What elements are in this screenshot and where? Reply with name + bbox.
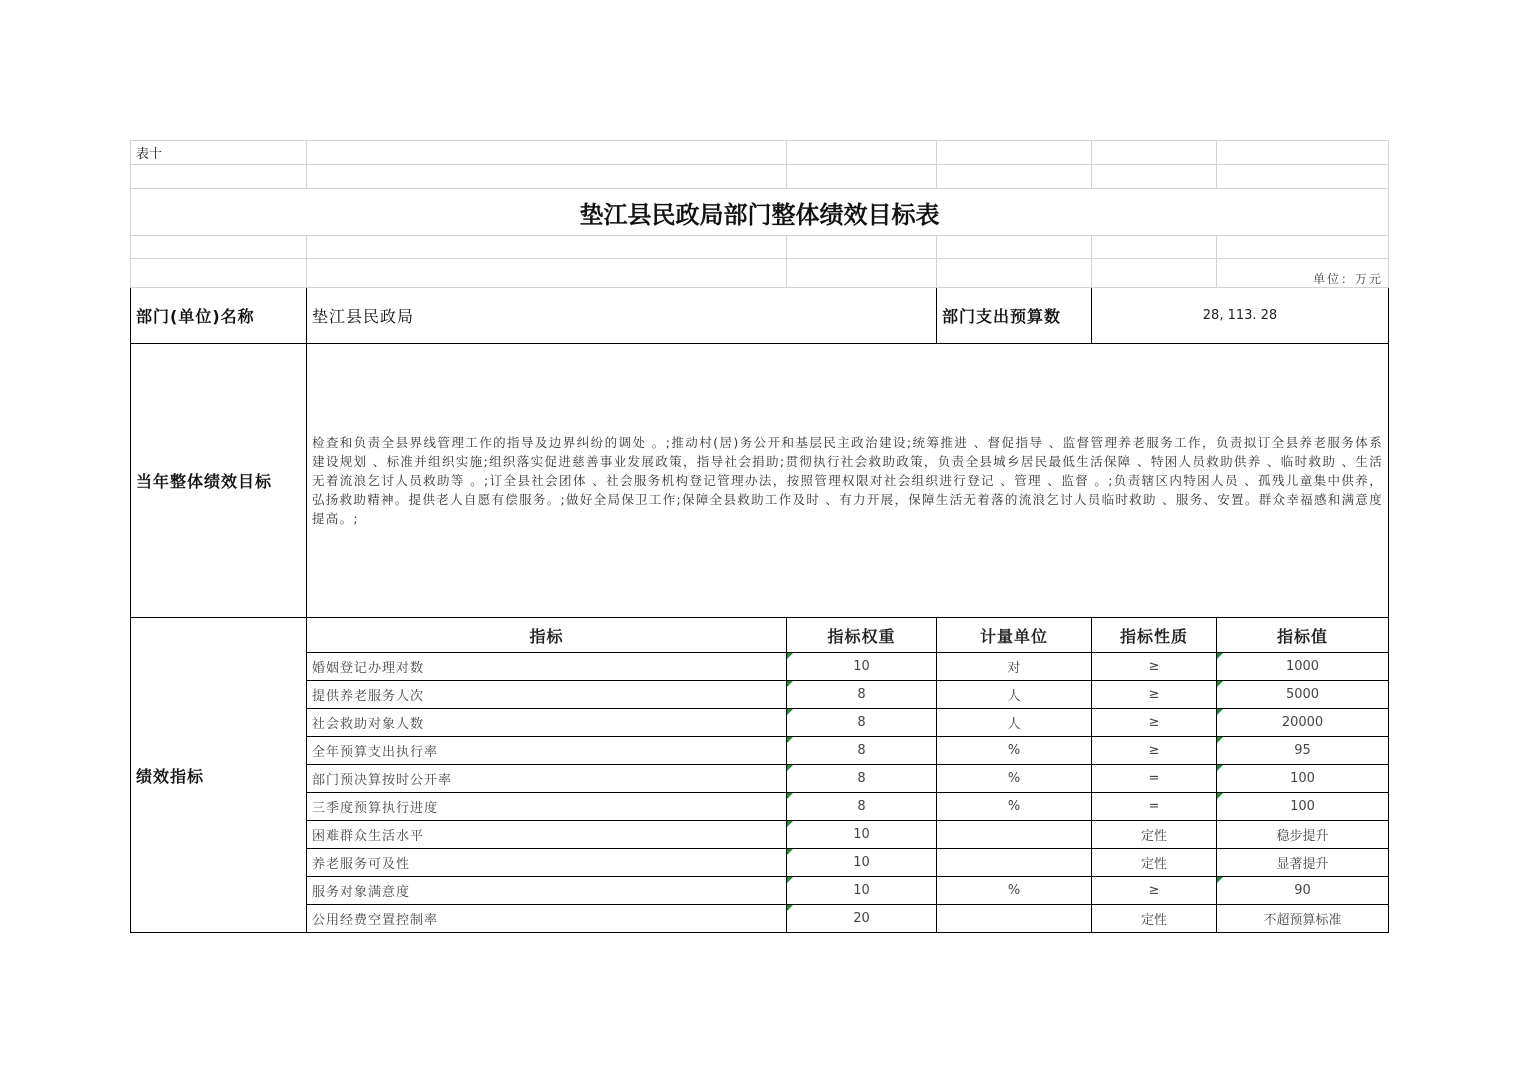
- indicator-name: 部门预决算按时公开率: [307, 765, 787, 793]
- indicator-unit: 人: [937, 709, 1092, 737]
- goal-label: 当年整体绩效目标: [131, 344, 307, 618]
- indicator-unit: %: [937, 737, 1092, 765]
- indicator-value: 20000: [1217, 709, 1389, 737]
- unit-label: 单位：万元: [1217, 259, 1389, 288]
- header-indicator: 指标: [307, 618, 787, 653]
- indicator-unit: 对: [937, 653, 1092, 681]
- table-row: [131, 821, 1389, 849]
- indicator-nature: ≥: [1092, 709, 1217, 737]
- indicator-weight: 10: [787, 653, 937, 681]
- indicator-weight: 20: [787, 905, 937, 933]
- indicator-name: 提供养老服务人次: [307, 681, 787, 709]
- table-row: [131, 793, 1389, 821]
- indicator-name: 公用经费空置控制率: [307, 905, 787, 933]
- dept-label: 部门(单位)名称: [131, 288, 307, 344]
- indicator-nature: ≥: [1092, 737, 1217, 765]
- perf-label: 绩效指标: [131, 618, 307, 933]
- indicator-unit: %: [937, 877, 1092, 905]
- indicator-weight: 10: [787, 849, 937, 877]
- indicator-nature: ≥: [1092, 877, 1217, 905]
- performance-target-sheet: [130, 140, 1389, 933]
- indicator-weight: 8: [787, 681, 937, 709]
- indicator-name: 三季度预算执行进度: [307, 793, 787, 821]
- indicator-unit: [937, 905, 1092, 933]
- dept-name: 垫江县民政局: [307, 288, 937, 344]
- table-row: [131, 765, 1389, 793]
- indicator-unit: [937, 821, 1092, 849]
- indicator-unit: [937, 849, 1092, 877]
- table-number: 表十: [131, 141, 307, 165]
- indicator-weight: 10: [787, 821, 937, 849]
- indicator-name: 全年预算支出执行率: [307, 737, 787, 765]
- indicator-weight: 8: [787, 737, 937, 765]
- indicator-value: 90: [1217, 877, 1389, 905]
- indicator-unit: 人: [937, 681, 1092, 709]
- indicator-nature: =: [1092, 765, 1217, 793]
- header-nature: 指标性质: [1092, 618, 1217, 653]
- indicator-value: 显著提升: [1217, 849, 1389, 877]
- goal-text: 检查和负责全县界线管理工作的指导及边界纠纷的调处 。;推动村(居)务公开和基层民主政治建设;统筹推进 、督促指导 、监督管理养老服务工作，负责拟订全县养老服务体系建设规划 、标准并组织实施;组织落实促进慈善事业发展政策，指导社会捐助;贯彻执行社会救助政策，负责全县城乡居民最低生活保障 、特困人员救助供养 、临时救助 、生活无着流浪乞讨人员救助等 。;订全县社会团体 、社会服务机构登记管理办法，按照管理权限对社会组织进行登记 、管理 、监督 。;负责辖区内特困人员 、孤残儿童集中供养，弘扬救助精神。提供老人自愿有偿服务。;做好全局保卫工作;保障全县救助工作及时 、有力开展，保障生活无着落的流浪乞讨人员临时救助 、服务、安置。群众幸福感和满意度提高。;: [307, 344, 1389, 618]
- budget-label: 部门支出预算数: [937, 288, 1092, 344]
- indicator-name: 养老服务可及性: [307, 849, 787, 877]
- indicator-nature: ≥: [1092, 653, 1217, 681]
- indicator-weight: 8: [787, 765, 937, 793]
- header-weight: 指标权重: [787, 618, 937, 653]
- indicator-value: 5000: [1217, 681, 1389, 709]
- table-row: [131, 737, 1389, 765]
- indicator-value: 1000: [1217, 653, 1389, 681]
- indicator-value: 稳步提升: [1217, 821, 1389, 849]
- indicator-nature: 定性: [1092, 821, 1217, 849]
- table-row: [131, 709, 1389, 737]
- indicator-nature: ≥: [1092, 681, 1217, 709]
- indicator-value: 不超预算标准: [1217, 905, 1389, 933]
- indicator-weight: 10: [787, 877, 937, 905]
- table-row: [131, 849, 1389, 877]
- indicator-name: 服务对象满意度: [307, 877, 787, 905]
- table-row: [131, 681, 1389, 709]
- budget-value: 28, 113. 28: [1092, 288, 1389, 344]
- indicator-name: 婚姻登记办理对数: [307, 653, 787, 681]
- indicator-name: 困难群众生活水平: [307, 821, 787, 849]
- indicator-value: 95: [1217, 737, 1389, 765]
- indicator-weight: 8: [787, 793, 937, 821]
- indicator-value: 100: [1217, 765, 1389, 793]
- indicator-nature: =: [1092, 793, 1217, 821]
- indicator-name: 社会救助对象人数: [307, 709, 787, 737]
- header-value: 指标值: [1217, 618, 1389, 653]
- indicator-weight: 8: [787, 709, 937, 737]
- table-row: [131, 905, 1389, 933]
- indicator-nature: 定性: [1092, 905, 1217, 933]
- header-unit: 计量单位: [937, 618, 1092, 653]
- indicator-unit: %: [937, 793, 1092, 821]
- indicator-value: 100: [1217, 793, 1389, 821]
- page-title: 垫江县民政局部门整体绩效目标表: [131, 189, 1389, 236]
- table-row: [131, 653, 1389, 681]
- indicator-unit: %: [937, 765, 1092, 793]
- indicator-nature: 定性: [1092, 849, 1217, 877]
- table-row: [131, 877, 1389, 905]
